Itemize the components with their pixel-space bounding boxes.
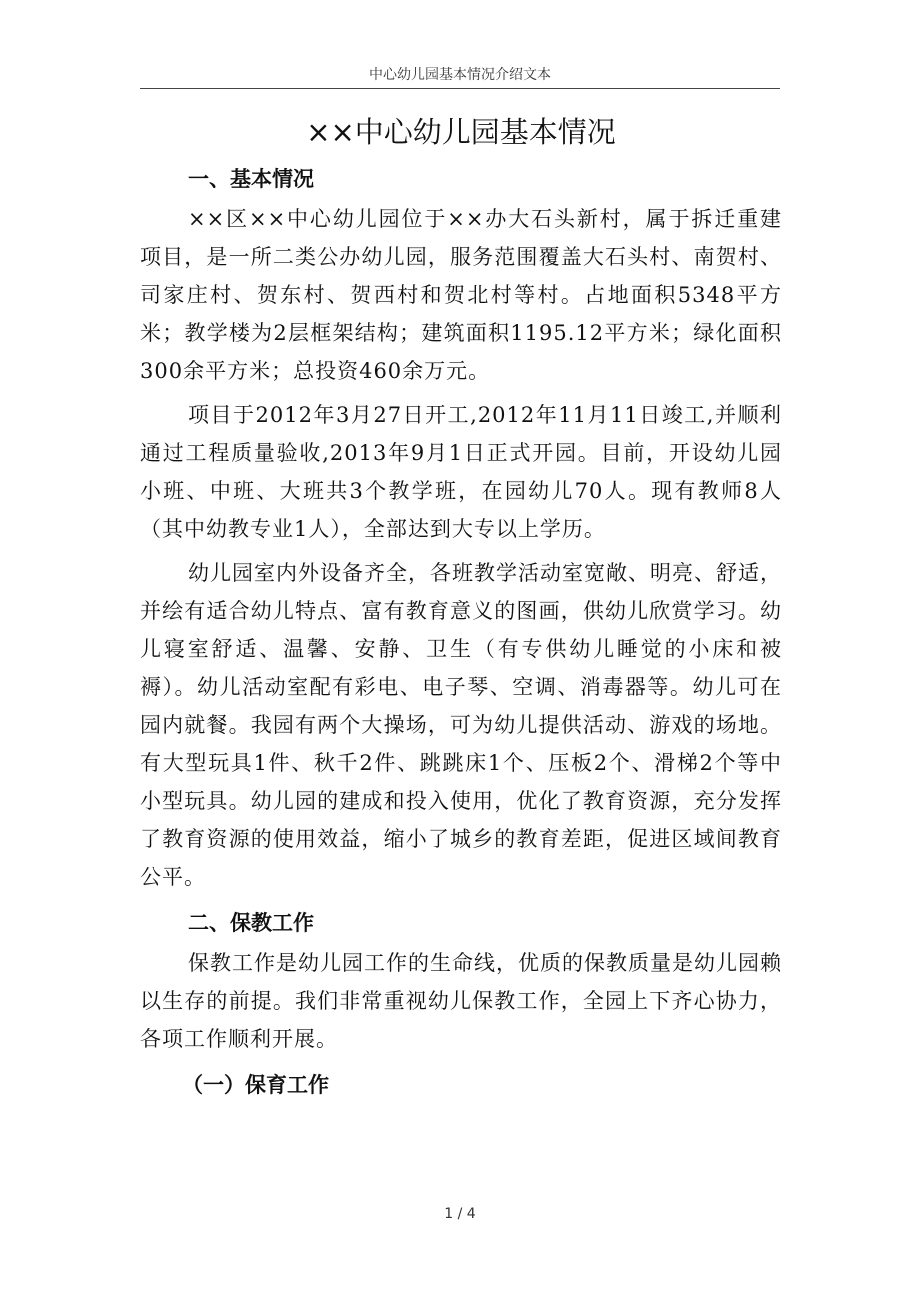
header-divider — [140, 88, 780, 89]
section-heading-care-education: 二、保教工作 — [188, 911, 314, 935]
section-heading-basic-info: 一、基本情况 — [188, 167, 314, 191]
paragraph: 项目于2012年3月27日开工,2012年11月11日竣工,并顺利通过工程质量验收,2013年9月1日正式开园。目前，开设幼儿园小班、中班、大班共3个教学班，在园幼儿70人。现有教师8人（其中幼教专业1人），全部达到大专以上学历。 — [140, 403, 782, 541]
document-body — [140, 106, 782, 1106]
paragraph: 幼儿园室内外设备齐全，各班教学活动室宽敞、明亮、舒适，并绘有适合幼儿特点、富有教育意义的图画，供幼儿欣赏学习。幼儿寝室舒适、温馨、安静、卫生（有专供幼儿睡觉的小床和被褥）。幼儿活动室配有彩电、电子琴、空调、消毒器等。幼儿可在园内就餐。我园有两个大操场，可为幼儿提供活动、游戏的场地。有大型玩具1件、秋千2件、跳跳床1个、压板2个、滑梯2个等中小型玩具。幼儿园的建成和投入使用，优化了教育资源，充分发挥了教育资源的使用效益，缩小了城乡的教育差距，促进区域间教育公平。 — [140, 561, 782, 889]
page-number: 1 / 4 — [444, 1206, 476, 1222]
document-title: ××中心幼儿园基本情况 — [306, 115, 616, 149]
paragraph: 保教工作是幼儿园工作的生命线，优质的保教质量是幼儿园赖以生存的前提。我们非常重视幼儿保教工作，全园上下齐心协力，各项工作顺利开展。 — [140, 951, 782, 1051]
page-header: 中心幼儿园基本情况介绍文本 — [369, 67, 551, 83]
subsection-heading-care: （一）保育工作 — [182, 1073, 329, 1097]
paragraph: ××区××中心幼儿园位于××办大石头新村，属于拆迁重建项目，是一所二类公办幼儿园，服务范围覆盖大石头村、南贺村、司家庄村、贺东村、贺西村和贺北村等村。占地面积5348平方米；教学楼为2层框架结构；建筑面积1195.12平方米；绿化面积300余平方米；总投资460余万元。 — [140, 207, 782, 383]
